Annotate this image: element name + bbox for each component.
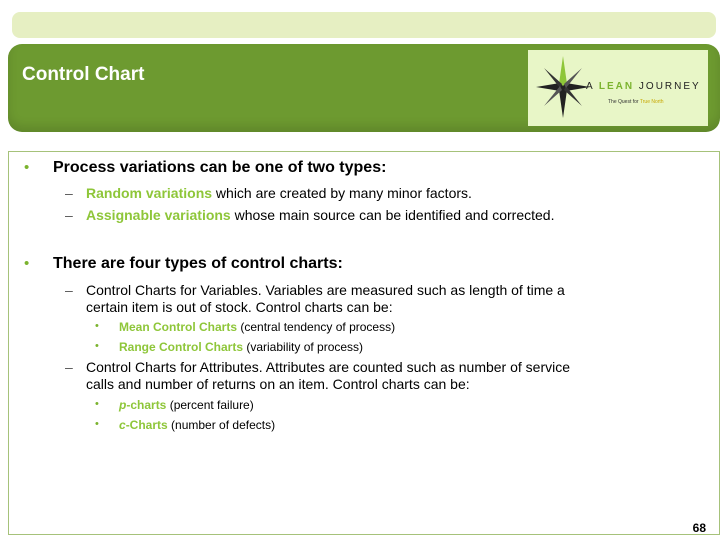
term-highlight-italic: p	[119, 398, 127, 412]
term-description: (number of defects)	[167, 418, 276, 432]
logo-suffix: JOURNEY	[634, 81, 701, 92]
tagline-text: The Quest for	[608, 99, 640, 105]
compass-icon	[534, 54, 592, 120]
term-highlight: Assignable variations	[86, 207, 231, 223]
term-highlight: -charts	[126, 398, 167, 412]
term-highlight: Range Control Charts	[119, 340, 244, 354]
page-number: 68	[692, 521, 706, 535]
bullet-icon: •	[24, 255, 30, 272]
dash-icon: –	[65, 207, 73, 223]
list-item-level2	[86, 185, 472, 201]
term-description: (central tendency of process)	[237, 320, 396, 334]
logo-tagline	[608, 99, 664, 105]
slide-header	[8, 44, 720, 132]
term-description: (variability of process)	[243, 340, 364, 354]
list-item-level1: Process variations can be one of two types:	[53, 159, 387, 176]
term-highlight: Random variations	[86, 185, 213, 201]
logo-prefix: A	[586, 81, 599, 92]
dash-icon: –	[65, 185, 73, 201]
list-item-level3	[119, 320, 395, 334]
bullet-icon: •	[95, 398, 99, 410]
top-decor-strip	[12, 12, 716, 38]
logo-lean: LEAN	[598, 81, 635, 92]
list-item-continuation: certain item is out of stock. Control charts can be:	[86, 299, 393, 315]
logo-wordmark	[586, 81, 701, 92]
list-item-continuation: calls and number of returns on an item. Control charts can be:	[86, 376, 470, 392]
list-item-level2: Control Charts for Attributes. Attributes are counted such as number of service	[86, 359, 571, 375]
bullet-icon: •	[95, 340, 99, 352]
bullet-icon: •	[95, 320, 99, 332]
term-description: (percent failure)	[166, 398, 254, 412]
bullet-icon: •	[95, 418, 99, 430]
list-item-level2	[86, 207, 554, 223]
term-description: whose main source can be identified and corrected.	[230, 207, 555, 223]
term-highlight-italic: c	[119, 418, 126, 432]
slide-title: Control Chart	[22, 64, 145, 85]
dash-icon: –	[65, 282, 73, 298]
dash-icon: –	[65, 359, 73, 375]
term-description: which are created by many minor factors.	[212, 185, 472, 201]
term-highlight: -Charts	[125, 418, 168, 432]
list-item-level3	[119, 398, 254, 412]
list-item-level2: Control Charts for Variables. Variables are measured such as length of time a	[86, 282, 565, 298]
list-item-level1: There are four types of control charts:	[53, 255, 343, 272]
lean-journey-logo	[528, 50, 708, 126]
list-item-level3	[119, 418, 275, 432]
list-item-level3	[119, 340, 363, 354]
bullet-icon: •	[24, 159, 30, 176]
term-highlight: Mean Control Charts	[119, 320, 238, 334]
tagline-highlight: True North	[639, 99, 664, 105]
